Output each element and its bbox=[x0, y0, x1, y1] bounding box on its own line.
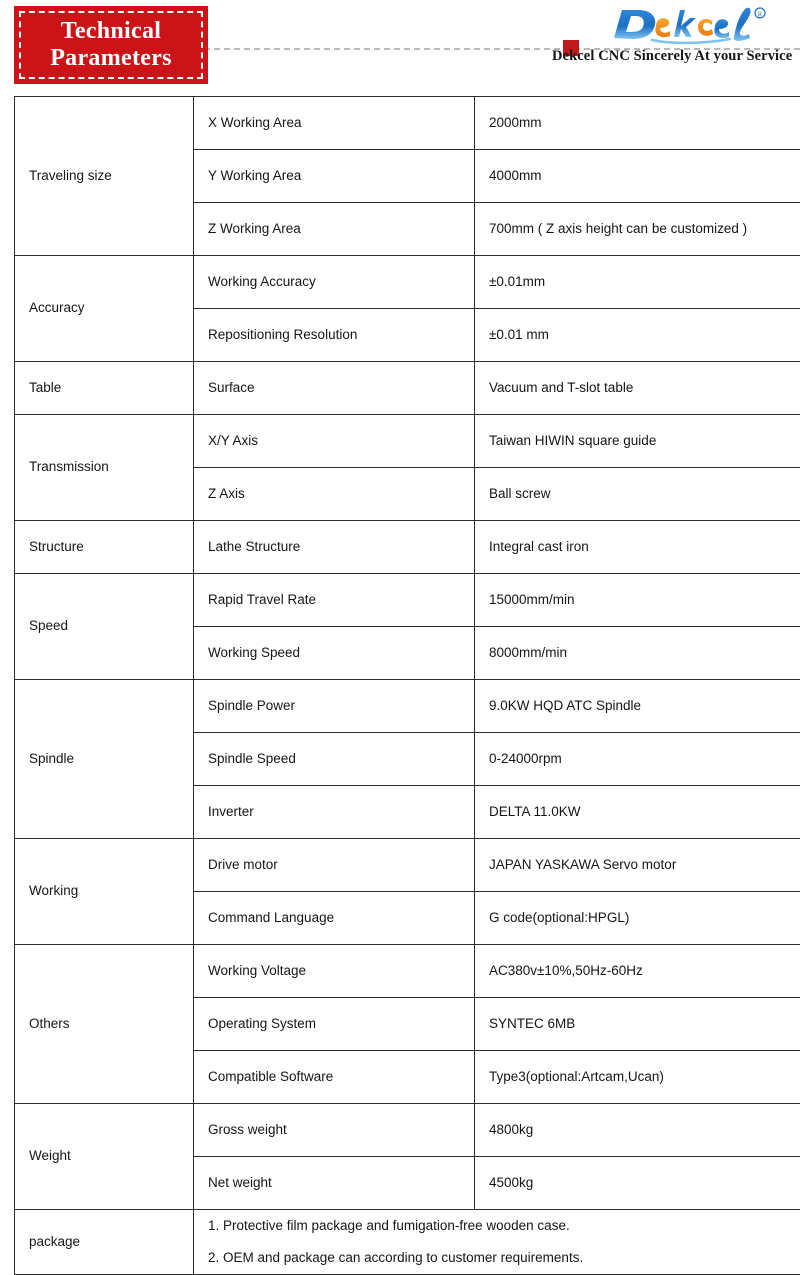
parameter-name-cell: Working Accuracy bbox=[194, 256, 475, 309]
parameter-name-cell: Working Speed bbox=[194, 627, 475, 680]
technical-parameters-table bbox=[14, 96, 800, 1275]
parameter-name-cell: Spindle Power bbox=[194, 680, 475, 733]
parameter-value-cell: 15000mm/min bbox=[475, 574, 800, 627]
svg-text:R: R bbox=[758, 11, 763, 18]
parameter-value-cell: 0-24000rpm bbox=[475, 733, 800, 786]
category-cell: Accuracy bbox=[15, 256, 194, 362]
parameter-name-cell: Operating System bbox=[194, 998, 475, 1051]
table-row bbox=[15, 680, 800, 733]
parameter-value-cell: 4500kg bbox=[475, 1157, 800, 1210]
parameter-name-cell: Z Working Area bbox=[194, 203, 475, 256]
dekcel-logo bbox=[552, 4, 792, 48]
parameter-value-cell: Taiwan HIWIN square guide bbox=[475, 415, 800, 468]
parameter-name-cell: Surface bbox=[194, 362, 475, 415]
parameter-name-cell: Z Axis bbox=[194, 468, 475, 521]
table-row bbox=[15, 1104, 800, 1157]
table-row bbox=[15, 256, 800, 309]
category-cell: Others bbox=[15, 945, 194, 1104]
parameter-value-cell: 9.0KW HQD ATC Spindle bbox=[475, 680, 800, 733]
parameter-name-cell: Working Voltage bbox=[194, 945, 475, 998]
parameter-name-cell: Gross weight bbox=[194, 1104, 475, 1157]
parameter-value-cell: SYNTEC 6MB bbox=[475, 998, 800, 1051]
brand-tagline: Dekcel CNC Sincerely At your Service bbox=[552, 48, 792, 65]
category-cell: Traveling size bbox=[15, 97, 194, 256]
parameter-value-cell: 700mm ( Z axis height can be customized ) bbox=[475, 203, 800, 256]
table-row bbox=[15, 415, 800, 468]
dekcel-logo-icon bbox=[608, 4, 768, 46]
technical-parameters-badge bbox=[14, 6, 208, 84]
table-row bbox=[15, 362, 800, 415]
category-cell: Spindle bbox=[15, 680, 194, 839]
parameter-value-cell: 4800kg bbox=[475, 1104, 800, 1157]
category-cell: Weight bbox=[15, 1104, 194, 1210]
page-header bbox=[0, 0, 800, 92]
parameter-value-cell: 2000mm bbox=[475, 97, 800, 150]
parameter-value-cell: Ball screw bbox=[475, 468, 800, 521]
package-details-cell bbox=[194, 1210, 800, 1275]
category-cell: Transmission bbox=[15, 415, 194, 521]
package-line: 1. Protective film package and fumigation-free wooden case. bbox=[208, 1210, 800, 1242]
parameter-name-cell: X/Y Axis bbox=[194, 415, 475, 468]
table-row bbox=[15, 839, 800, 892]
parameter-name-cell: Command Language bbox=[194, 892, 475, 945]
table-row-package bbox=[15, 1210, 800, 1275]
table-row bbox=[15, 521, 800, 574]
page-title bbox=[50, 18, 172, 72]
parameter-value-cell: DELTA 11.0KW bbox=[475, 786, 800, 839]
parameter-value-cell: JAPAN YASKAWA Servo motor bbox=[475, 839, 800, 892]
technical-parameters-table-wrapper bbox=[14, 96, 786, 1275]
page-title-line2: Parameters bbox=[50, 45, 172, 71]
parameter-name-cell: Repositioning Resolution bbox=[194, 309, 475, 362]
brand-block bbox=[552, 4, 792, 65]
parameter-name-cell: Compatible Software bbox=[194, 1051, 475, 1104]
package-line: 2. OEM and package can according to customer requirements. bbox=[208, 1242, 800, 1274]
category-cell: Speed bbox=[15, 574, 194, 680]
parameter-value-cell: 4000mm bbox=[475, 150, 800, 203]
parameter-name-cell: Inverter bbox=[194, 786, 475, 839]
parameter-value-cell: ±0.01mm bbox=[475, 256, 800, 309]
parameter-name-cell: Rapid Travel Rate bbox=[194, 574, 475, 627]
category-cell: Working bbox=[15, 839, 194, 945]
parameter-value-cell: AC380v±10%,50Hz-60Hz bbox=[475, 945, 800, 998]
parameter-value-cell: 8000mm/min bbox=[475, 627, 800, 680]
parameter-name-cell: Net weight bbox=[194, 1157, 475, 1210]
parameter-value-cell: Integral cast iron bbox=[475, 521, 800, 574]
parameter-value-cell: Vacuum and T-slot table bbox=[475, 362, 800, 415]
parameter-name-cell: Lathe Structure bbox=[194, 521, 475, 574]
category-cell: package bbox=[15, 1210, 194, 1275]
parameter-value-cell: G code(optional:HPGL) bbox=[475, 892, 800, 945]
parameter-name-cell: Y Working Area bbox=[194, 150, 475, 203]
table-row bbox=[15, 574, 800, 627]
table-row bbox=[15, 945, 800, 998]
category-cell: Structure bbox=[15, 521, 194, 574]
parameter-name-cell: Spindle Speed bbox=[194, 733, 475, 786]
page-title-line1: Technical bbox=[61, 18, 162, 44]
parameter-name-cell: X Working Area bbox=[194, 97, 475, 150]
parameter-value-cell: Type3(optional:Artcam,Ucan) bbox=[475, 1051, 800, 1104]
category-cell: Table bbox=[15, 362, 194, 415]
parameter-value-cell: ±0.01 mm bbox=[475, 309, 800, 362]
table-row bbox=[15, 97, 800, 150]
parameter-name-cell: Drive motor bbox=[194, 839, 475, 892]
